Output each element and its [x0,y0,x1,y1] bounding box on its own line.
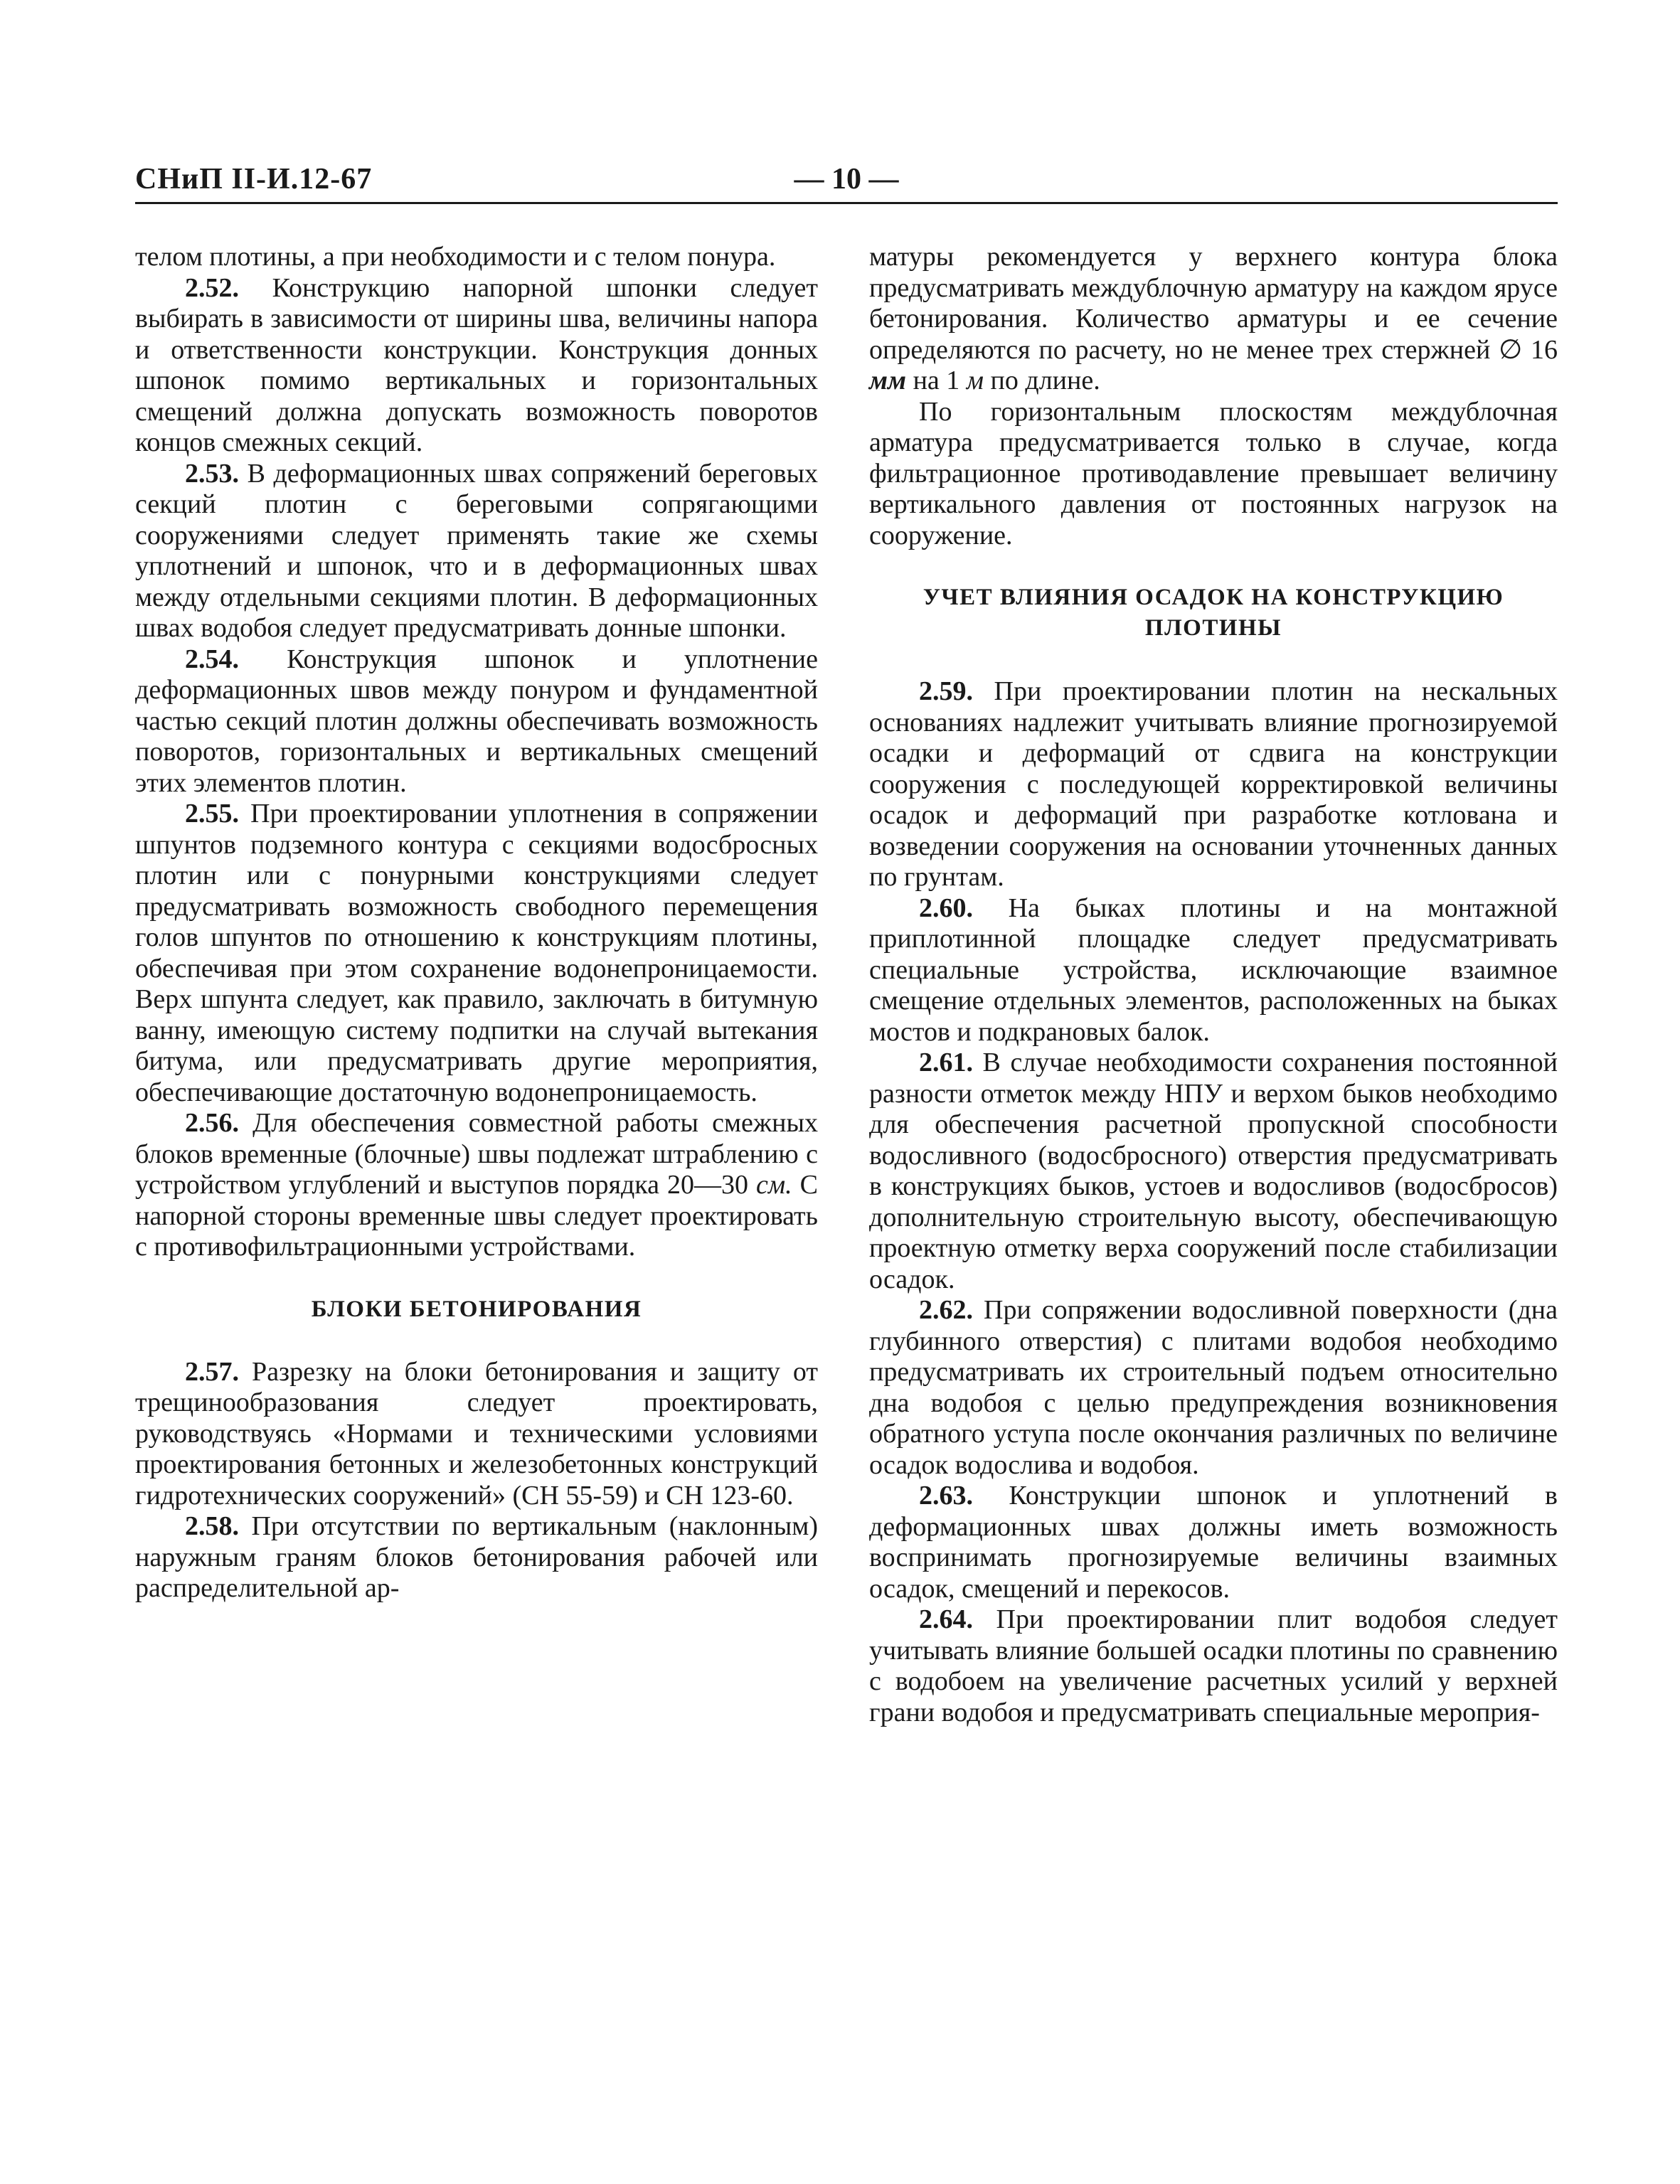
paragraph-2-55: 2.55. При проектировании уплотнения в сопряжении шпунтов подземного контура с секциями водосбросных плотин или с понурными конструкциями следует предусматривать возможность свободного перемещения голов шпунтов по отношению к конструкциям плотины, обеспечивая при этом сохранение водонепроницаемости. Верх шпунта следует, как правило, заключать в битумную ванну, имеющую систему подпитки на случай вытекания битума, или предусматривать другие мероприятия, обеспечивающие достаточную водонепроницаемость. [135,799,818,1107]
paragraph-2-61: 2.61. В случае необходимости сохранения постоянной разности отметок между НПУ и верхом быков необходимо для обеспечения расчетной пропускной способности водосливного (водосбросного) отверстия предусматривать в конструкциях быков, устоев и водосливов (водосбросов) дополнительную строительную высоту, обеспечивающую проектную отметку верха сооружений после стабилизации осадок. [869,1048,1558,1294]
clause-number: 2.54. [185,644,239,674]
clause-number: 2.59. [919,676,973,706]
section-heading: УЧЕТ ВЛИЯНИЯ ОСАДОК НА КОНСТРУКЦИЮ ПЛОТИНЫ [923,585,1504,641]
section-heading: БЛОКИ БЕТОНИРОВАНИЯ [311,1296,642,1322]
paragraph-2-52: 2.52. Конструкцию напорной шпонки следует выбирать в зависимости от ширины шва, величины напора и ответственности конструкции. Конструкция донных шпонок помимо вертикальных и горизонтальных смещений должна допускать возможность поворотов концов смежных секций. [135,272,818,457]
right-column [869,242,1558,1728]
paragraph-2-63: 2.63. Конструкции шпонок и уплотнений в деформационных швах должны иметь возможность воспринимать прогнозируемые величины взаимных осадок, смещений и перекосов. [869,1481,1558,1604]
clause-number: 2.52. [185,272,239,303]
paragraph-continuation: матуры рекомендуется у верхнего контура блока предусматривать междублочную арматуру на каждом ярусе бетонирования. Количество арматуры и ее сечение определяются по расчету, но не менее трех стержней ∅ 16 мм на 1 м по длине. [869,242,1558,395]
paragraph-2-54: 2.54. Конструкция шпонок и уплотнение деформационных швов между понуром и фундаментной частью секций плотин должны обеспечивать возможность поворотов, горизонтальных и вертикальных смещений этих элементов плотин. [135,644,818,798]
clause-number: 2.53. [185,458,239,489]
header-rule [135,202,1558,204]
paragraph-2-64: 2.64. При проектировании плит водобоя следует учитывать влияние большей осадки плотины по сравнению с водобоем на увеличение расчетных усилий у верхней грани водобоя и предусматривать специальные мероприя- [869,1604,1558,1727]
clause-number: 2.58. [185,1511,239,1541]
paragraph: По горизонтальным плоскостям междублочная арматура предусматривается только в случае, когда фильтрационное противодавление превышает величину вертикального давления от постоянных нагрузок на сооружение. [869,396,1558,550]
paragraph-2-57: 2.57. Разрезку на блоки бетонирования и защиту от трещинообразования следует проектировать, руководствуясь «Нормами и техническими условиями проектирования бетонных и железобетонных конструкций гидротехнических сооружений» (СН 55-59) и СН 123-60. [135,1356,818,1511]
paragraph-2-53: 2.53. В деформационных швах сопряжений береговых секций плотин с береговыми сопрягающими сооружениями следует применять такие же схемы уплотнений и шпонок, что и в деформационных швах между отдельными секциями плотин. В деформационных швах водобоя следует предусматривать донные шпонки. [135,458,818,643]
left-column [135,242,818,1604]
page-header [135,162,1558,202]
paragraph-2-62: 2.62. При сопряжении водосливной поверхности (дна глубинного отверстия) с плитами водобоя необходимо предусматривать их строительный подъем относительно дна водобоя с целью предупреждения возникновения обратного уступа после окончания различных по величине осадок водослива и водобоя. [869,1295,1558,1480]
clause-number: 2.60. [919,893,973,923]
clause-number: 2.63. [919,1481,973,1511]
clause-number: 2.62. [919,1295,973,1325]
page-number: — 10 — [794,163,899,196]
document-code: СНиП II-И.12-67 [135,163,373,196]
clause-number: 2.57. [185,1356,239,1387]
paragraph: телом плотины, а при необходимости и с телом понура. [135,242,776,272]
paragraph-2-56: 2.56. Для обеспечения совместной работы смежных блоков временные (блочные) швы подлежат штраблению с устройством углублений и выступов порядка 20—30 см. С напорной стороны временные швы следует проектировать с противофильтрационными устройствами. [135,1108,818,1262]
paragraph-2-58: 2.58. При отсутствии по вертикальным (наклонным) наружным граням блоков бетонирования рабочей или распределительной ар- [135,1511,818,1603]
paragraph-2-60: 2.60. На быках плотины и на монтажной приплотинной площадке следует предусматривать специальные устройства, исключающие взаимное смещение отдельных элементов, расположенных на быках мостов и подкрановых балок. [869,893,1558,1047]
clause-number: 2.61. [919,1048,973,1077]
clause-number: 2.55. [185,799,239,829]
clause-number: 2.56. [185,1108,239,1138]
clause-number: 2.64. [919,1604,973,1634]
paragraph-2-59: 2.59. При проектировании плотин на нескальных основаниях надлежит учитывать влияние прогнозируемой осадки и деформаций от сдвига на конструкции сооружения с последующей корректировкой величины осадок и деформаций при разработке котлована и возведении сооружения на основании уточненных данных по грунтам. [869,676,1558,892]
